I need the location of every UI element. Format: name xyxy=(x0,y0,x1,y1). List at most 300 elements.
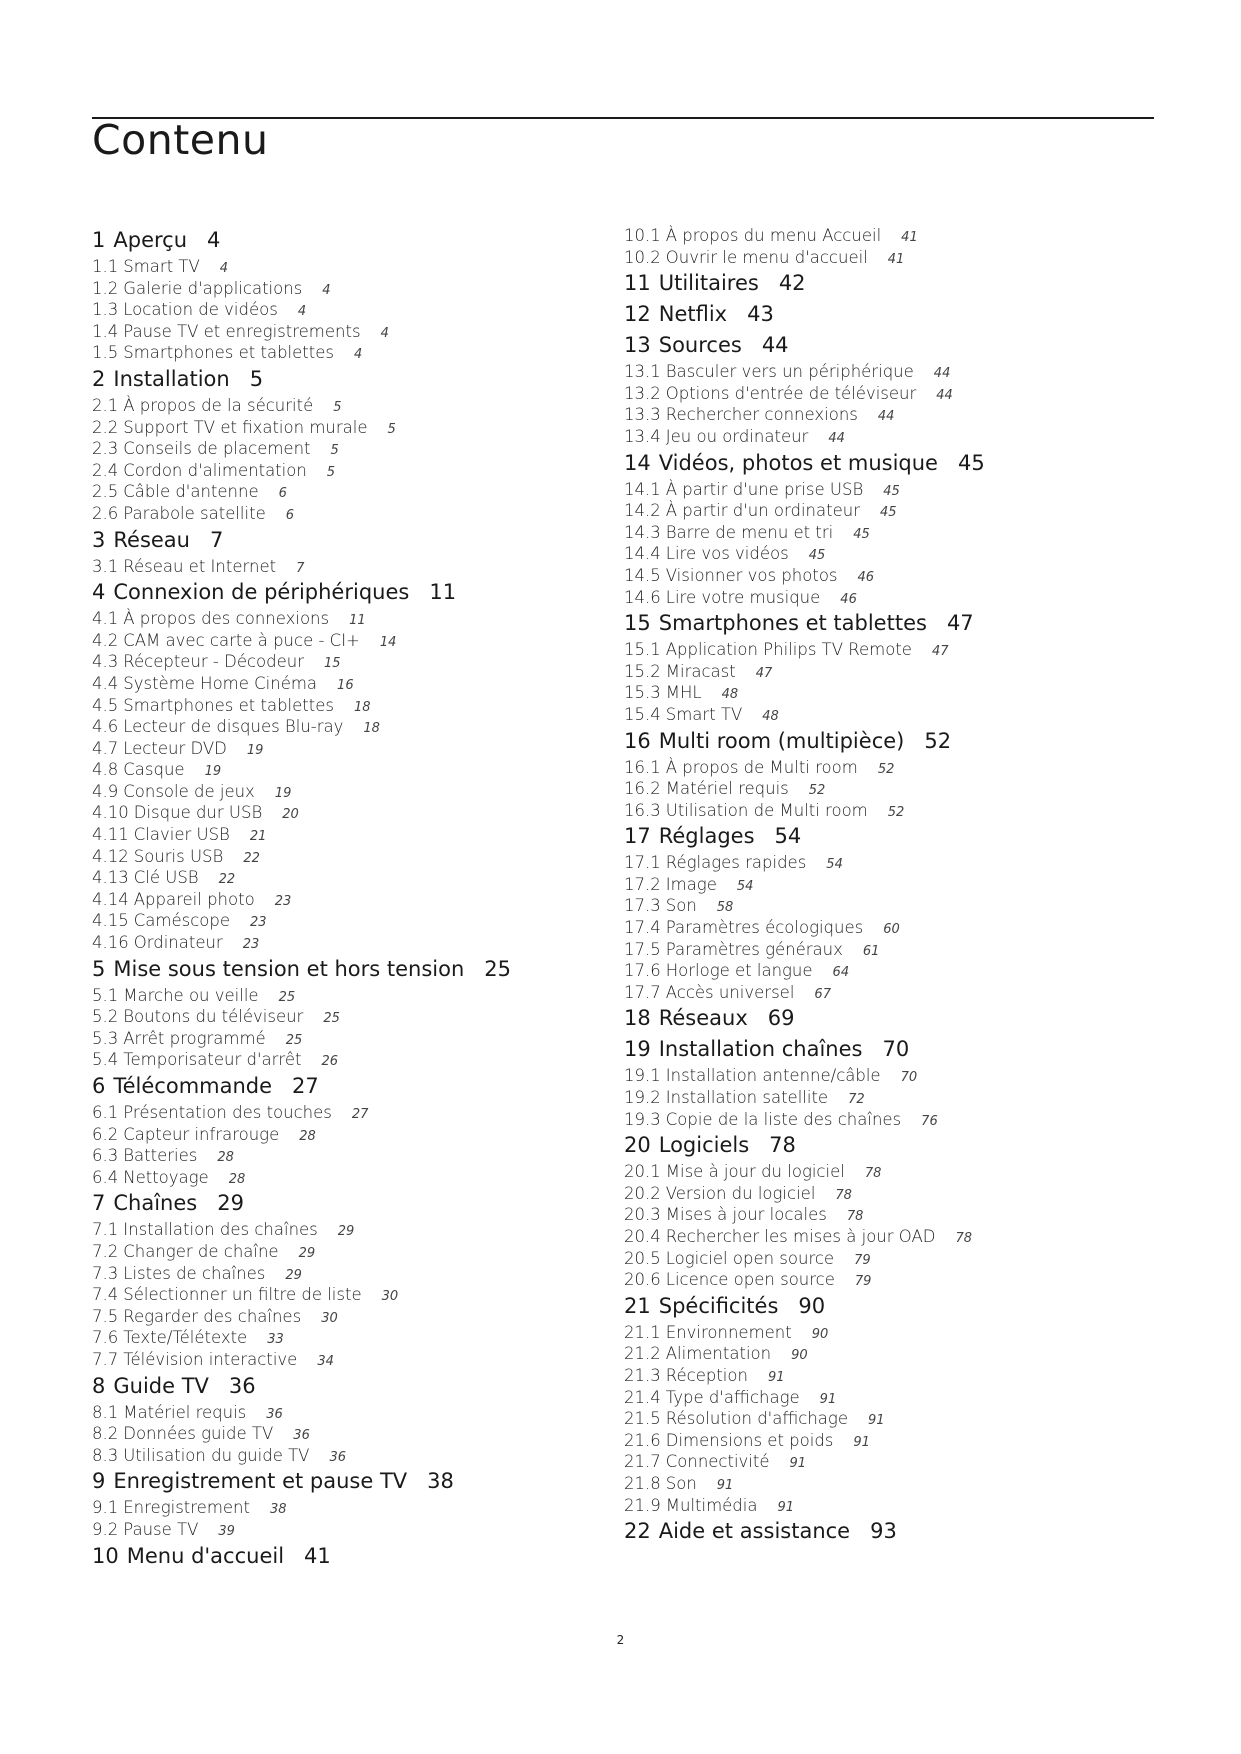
subentry-page: 4 xyxy=(219,261,229,276)
subentry-label: Capteur infrarouge xyxy=(123,1124,280,1144)
toc-subentry[interactable] xyxy=(624,983,1144,1005)
subentry-page: 5 xyxy=(333,399,342,415)
subentry-page: 78 xyxy=(955,1231,973,1246)
toc-section xyxy=(624,1035,1144,1131)
toc-section-heading[interactable] xyxy=(624,1517,1144,1545)
subentry-page: 47 xyxy=(931,644,949,660)
subentry-number: 3.1 xyxy=(92,556,119,576)
subentry-label: Récepteur - Décodeur xyxy=(123,652,305,672)
toc-subentry[interactable] xyxy=(624,1249,1144,1271)
subentry-page: 25 xyxy=(278,989,296,1005)
toc-subentry[interactable] xyxy=(624,427,1144,449)
section-number: 13 xyxy=(624,333,651,358)
toc-section-heading[interactable] xyxy=(624,1004,1144,1032)
toc-section-heading[interactable] xyxy=(92,1189,612,1217)
toc-section-heading[interactable] xyxy=(92,365,612,393)
subentry-number: 4.5 xyxy=(92,695,119,715)
subentry-number: 19.1 xyxy=(624,1066,661,1086)
subentry-number: 2.4 xyxy=(92,460,119,480)
subentry-page: 6 xyxy=(278,486,287,502)
toc-section-heading[interactable] xyxy=(92,578,612,606)
subentry-label: Enregistrement xyxy=(123,1498,250,1518)
subentry-number: 7.2 xyxy=(92,1241,119,1261)
subentry-number: 1.3 xyxy=(92,300,119,320)
toc-subentry[interactable] xyxy=(92,1424,612,1446)
subentry-label: Lire vos vidéos xyxy=(665,544,789,564)
section-page: 44 xyxy=(761,333,789,358)
toc-subentry[interactable] xyxy=(624,501,1144,523)
toc-section xyxy=(624,331,1144,448)
subentry-page: 91 xyxy=(777,1499,795,1515)
toc-section xyxy=(624,822,1144,1004)
toc-subentry[interactable] xyxy=(624,1474,1144,1496)
toc-subentry[interactable] xyxy=(624,779,1144,801)
section-number: 22 xyxy=(624,1519,651,1544)
subentry-page: 23 xyxy=(250,915,267,931)
toc-subentry[interactable] xyxy=(92,782,612,804)
toc-section xyxy=(624,1517,1144,1545)
toc-subentry[interactable] xyxy=(92,343,612,365)
section-page: 42 xyxy=(778,271,806,296)
section-number: 3 xyxy=(92,527,106,552)
subentry-number: 4.14 xyxy=(92,889,129,909)
subentry-label: Listes de chaînes xyxy=(123,1263,266,1283)
subentry-number: 20.5 xyxy=(624,1248,661,1268)
subentry-page: 45 xyxy=(853,526,870,542)
subentry-page: 79 xyxy=(854,1252,871,1268)
subentry-page: 91 xyxy=(867,1413,885,1429)
toc-subentry[interactable] xyxy=(92,300,612,322)
toc-subentry[interactable] xyxy=(624,853,1144,875)
subentry-label: Câble d'antenne xyxy=(123,482,259,502)
section-number: 18 xyxy=(624,1006,651,1031)
subentry-number: 15.2 xyxy=(624,661,661,681)
section-label: Réseau xyxy=(113,527,190,552)
subentry-number: 14.5 xyxy=(624,565,661,585)
toc-section xyxy=(92,1372,612,1468)
toc-subentry[interactable] xyxy=(624,1431,1144,1453)
toc-subentry[interactable] xyxy=(92,986,612,1008)
toc-subentry[interactable] xyxy=(92,1520,612,1542)
subentry-label: Visionner vos photos xyxy=(665,565,838,585)
subentry-page: 28 xyxy=(299,1128,316,1144)
toc-subentry[interactable] xyxy=(624,1184,1144,1206)
subentry-page: 44 xyxy=(936,387,953,403)
subentry-number: 13.1 xyxy=(624,362,661,382)
toc-section xyxy=(92,1467,612,1541)
subentry-number: 13.3 xyxy=(624,405,661,425)
toc-subentry[interactable] xyxy=(92,1007,612,1029)
subentry-label: Disque dur USB xyxy=(133,803,263,823)
section-label: Aperçu xyxy=(113,228,188,252)
subentry-page: 70 xyxy=(900,1070,918,1086)
subentry-label: Batteries xyxy=(123,1146,198,1166)
subentry-number: 17.1 xyxy=(624,853,661,873)
subentry-label: Conseils de placement xyxy=(123,439,311,459)
subentry-page: 78 xyxy=(835,1187,852,1203)
subentry-number: 17.3 xyxy=(624,896,661,916)
toc-section-heading[interactable] xyxy=(92,1372,612,1400)
section-page: 43 xyxy=(747,302,774,327)
subentry-label: Marche ou veille xyxy=(123,985,259,1005)
subentry-label: Galerie d'applications xyxy=(123,278,303,298)
section-page: 36 xyxy=(228,1373,256,1398)
subentry-page: 36 xyxy=(329,1449,347,1465)
toc-subentry[interactable] xyxy=(92,717,612,739)
subentry-number: 21.7 xyxy=(624,1452,661,1472)
subentry-label: Pause TV xyxy=(123,1519,199,1539)
toc-subentry[interactable] xyxy=(92,1168,612,1190)
section-number: 21 xyxy=(624,1293,651,1318)
toc-subentry[interactable] xyxy=(624,918,1144,940)
subentry-label: Changer de chaîne xyxy=(123,1241,279,1261)
section-label: Installation chaînes xyxy=(658,1037,863,1062)
subentry-page: 44 xyxy=(828,430,845,446)
subentry-label: Environnement xyxy=(665,1322,792,1342)
toc-section-heading[interactable] xyxy=(624,300,1144,328)
subentry-page: 29 xyxy=(337,1224,355,1240)
toc-section xyxy=(624,1292,1144,1517)
section-number: 20 xyxy=(624,1133,651,1158)
subentry-page: 52 xyxy=(877,761,895,777)
toc-subentry[interactable] xyxy=(92,322,612,344)
toc-section-heading[interactable] xyxy=(92,1072,612,1100)
toc-section-heading[interactable] xyxy=(624,331,1144,359)
toc-section-heading[interactable] xyxy=(624,449,1144,477)
section-page: 5 xyxy=(249,366,264,391)
toc-section-heading[interactable] xyxy=(624,1292,1144,1320)
toc-section-heading[interactable] xyxy=(92,1467,612,1495)
subentry-number: 6.3 xyxy=(92,1146,119,1166)
toc-section xyxy=(624,449,1144,610)
toc-subentry[interactable] xyxy=(624,1227,1144,1249)
toc-subentry[interactable] xyxy=(624,1366,1144,1388)
subentry-number: 15.4 xyxy=(624,704,661,724)
toc-subentry[interactable] xyxy=(624,1323,1144,1345)
toc-subentry[interactable] xyxy=(624,588,1144,610)
subentry-label: Appareil photo xyxy=(133,889,255,909)
toc-subentry[interactable] xyxy=(624,1162,1144,1184)
section-number: 1 xyxy=(92,228,106,252)
toc-subentry[interactable] xyxy=(624,662,1144,684)
subentry-label: Caméscope xyxy=(133,911,230,931)
toc-section-heading[interactable] xyxy=(624,269,1144,297)
subentry-label: Casque xyxy=(123,760,185,780)
toc-subentry[interactable] xyxy=(92,1146,612,1168)
toc-subentry[interactable] xyxy=(92,1242,612,1264)
toc-subentry[interactable] xyxy=(92,1403,612,1425)
toc-subentry[interactable] xyxy=(92,890,612,912)
toc-section xyxy=(92,955,612,1072)
toc-section-heading[interactable] xyxy=(92,955,612,983)
subentry-label: Matériel requis xyxy=(665,779,789,799)
toc-subentry[interactable] xyxy=(92,396,612,418)
section-label: Utilitaires xyxy=(658,271,759,296)
section-page: 11 xyxy=(429,580,457,605)
subentry-page: 18 xyxy=(353,699,371,715)
toc-subentry[interactable] xyxy=(92,1307,612,1329)
subentry-label: Ouvrir le menu d'accueil xyxy=(665,247,868,267)
subentry-label: Son xyxy=(665,1473,697,1493)
subentry-number: 20.4 xyxy=(624,1227,661,1246)
toc-subentry[interactable] xyxy=(92,1328,612,1350)
section-label: Enregistrement et pause TV xyxy=(113,1469,408,1494)
subentry-number: 7.1 xyxy=(92,1220,119,1240)
subentry-label: Version du logiciel xyxy=(665,1183,816,1203)
toc-subentry[interactable] xyxy=(624,1452,1144,1474)
subentry-number: 21.8 xyxy=(624,1473,661,1493)
subentry-label: Temporisateur d'arrêt xyxy=(123,1050,302,1070)
subentry-number: 2.6 xyxy=(92,503,119,523)
subentry-label: Miracast xyxy=(665,661,736,681)
section-page: 7 xyxy=(209,527,224,552)
toc-subentry[interactable] xyxy=(624,1110,1144,1132)
toc-subentry[interactable] xyxy=(92,1029,612,1051)
subentry-number: 14.1 xyxy=(624,479,661,499)
subentry-number: 4.4 xyxy=(92,673,119,693)
subentry-page: 79 xyxy=(854,1274,872,1290)
toc-subentry[interactable] xyxy=(624,362,1144,384)
toc-subentry[interactable] xyxy=(92,279,612,301)
subentry-page: 45 xyxy=(808,548,826,564)
subentry-number: 14.4 xyxy=(624,544,661,564)
toc-subentry[interactable] xyxy=(624,226,1144,248)
toc-subentry[interactable] xyxy=(92,609,612,631)
subentry-label: Application Philips TV Remote xyxy=(665,640,912,660)
toc-subentry[interactable] xyxy=(92,1285,612,1307)
toc-subentry[interactable] xyxy=(624,1344,1144,1366)
subentry-number: 4.6 xyxy=(92,717,119,737)
subentry-page: 91 xyxy=(819,1391,837,1407)
subentry-number: 8.2 xyxy=(92,1424,119,1444)
toc-subentry[interactable] xyxy=(92,1350,612,1372)
subentry-label: Type d'affichage xyxy=(665,1387,800,1407)
subentry-label: Nettoyage xyxy=(123,1167,209,1187)
toc-subentry[interactable] xyxy=(92,674,612,696)
subentry-page: 41 xyxy=(901,230,918,245)
toc-subentry[interactable] xyxy=(92,1264,612,1286)
toc-subentry[interactable] xyxy=(92,461,612,483)
toc-subentry[interactable] xyxy=(624,1088,1144,1110)
toc-subentry[interactable] xyxy=(92,760,612,782)
subentry-label: Jeu ou ordinateur xyxy=(665,426,809,446)
subentry-label: Réseau et Internet xyxy=(123,556,277,576)
toc-subentry[interactable] xyxy=(92,696,612,718)
toc-section-heading[interactable] xyxy=(624,727,1144,755)
subentry-page: 7 xyxy=(296,560,305,576)
subentry-number: 16.3 xyxy=(624,800,661,820)
subentry-page: 67 xyxy=(814,986,831,1002)
toc-subentry[interactable] xyxy=(92,439,612,461)
subentry-label: Rechercher connexions xyxy=(665,405,858,425)
section-label: Installation xyxy=(113,366,230,391)
subentry-page: 5 xyxy=(326,464,336,480)
toc-subentry[interactable] xyxy=(624,1066,1144,1088)
toc-subentry[interactable] xyxy=(624,1409,1144,1431)
subentry-page: 5 xyxy=(387,421,396,437)
subentry-number: 6.4 xyxy=(92,1167,119,1187)
toc-subentry[interactable] xyxy=(624,480,1144,502)
page-number: 2 xyxy=(616,1633,625,1647)
toc-subentry[interactable] xyxy=(624,1496,1144,1518)
section-label: Smartphones et tablettes xyxy=(658,611,927,636)
toc-section xyxy=(92,1542,612,1570)
subentry-page: 4 xyxy=(297,304,307,320)
section-page: 29 xyxy=(217,1191,244,1216)
toc-subentry[interactable] xyxy=(92,504,612,526)
toc-subentry[interactable] xyxy=(624,940,1144,962)
toc-subentry[interactable] xyxy=(92,911,612,933)
toc-subentry[interactable] xyxy=(624,801,1144,823)
section-number: 14 xyxy=(624,450,651,475)
section-number: 8 xyxy=(92,1373,106,1398)
subentry-page: 64 xyxy=(832,965,850,981)
toc-subentry[interactable] xyxy=(92,631,612,653)
toc-subentry[interactable] xyxy=(92,1050,612,1072)
toc-section-heading[interactable] xyxy=(624,609,1144,637)
section-label: Réseaux xyxy=(658,1006,748,1031)
section-label: Réglages xyxy=(658,824,755,849)
subentry-label: Lecteur de disques Blu-ray xyxy=(123,717,344,737)
subentry-number: 20.6 xyxy=(624,1270,661,1290)
toc-subentry[interactable] xyxy=(92,868,612,890)
section-number: 9 xyxy=(92,1469,106,1494)
section-label: Multi room (multipièce) xyxy=(658,728,905,753)
toc-subentry[interactable] xyxy=(92,418,612,440)
toc-subentry[interactable] xyxy=(92,1498,612,1520)
subentry-number: 5.1 xyxy=(92,985,119,1005)
subentry-number: 21.5 xyxy=(624,1409,661,1429)
toc-subentry[interactable] xyxy=(92,825,612,847)
toc-section-heading[interactable] xyxy=(92,226,612,254)
subentry-label: Console de jeux xyxy=(123,781,255,801)
subentry-page: 44 xyxy=(877,409,895,425)
subentry-number: 2.2 xyxy=(92,417,119,437)
toc-section xyxy=(624,609,1144,726)
toc-subentry[interactable] xyxy=(92,803,612,825)
toc-subentry[interactable] xyxy=(624,248,1144,270)
toc-section xyxy=(624,269,1144,297)
toc-subentry[interactable] xyxy=(92,257,612,279)
section-label: Logiciels xyxy=(658,1133,750,1158)
subentry-number: 4.12 xyxy=(92,846,129,866)
section-page: 45 xyxy=(957,450,985,475)
toc-section-heading[interactable] xyxy=(624,822,1144,850)
toc-subentry[interactable] xyxy=(624,566,1144,588)
subentry-label: Support TV et fixation murale xyxy=(123,417,368,437)
section-label: Vidéos, photos et musique xyxy=(658,450,938,475)
toc-subentry[interactable] xyxy=(624,640,1144,662)
toc-subentry[interactable] xyxy=(92,1103,612,1125)
toc-subentry[interactable] xyxy=(92,1220,612,1242)
toc-subentry[interactable] xyxy=(92,847,612,869)
subentry-number: 7.5 xyxy=(92,1306,119,1326)
toc-section xyxy=(624,1131,1144,1292)
toc-subentry[interactable] xyxy=(624,544,1144,566)
subentry-number: 4.16 xyxy=(92,933,129,953)
subentry-page: 23 xyxy=(274,893,292,909)
toc-subentry[interactable] xyxy=(624,1388,1144,1410)
subentry-page: 44 xyxy=(933,366,951,382)
subentry-label: Smart TV xyxy=(123,257,200,276)
toc-subentry[interactable] xyxy=(624,405,1144,427)
toc-subentry[interactable] xyxy=(624,384,1144,406)
toc-section-heading[interactable] xyxy=(624,1131,1144,1159)
toc-subentry[interactable] xyxy=(624,896,1144,918)
subentry-label: Logiciel open source xyxy=(665,1248,835,1268)
subentry-label: Paramètres écologiques xyxy=(665,918,864,938)
toc-subentry[interactable] xyxy=(624,1270,1144,1292)
section-number: 4 xyxy=(92,580,106,605)
toc-subentry[interactable] xyxy=(624,1205,1144,1227)
subentry-label: Copie de la liste des chaînes xyxy=(665,1109,902,1129)
subentry-label: MHL xyxy=(665,683,702,703)
toc-subentry[interactable] xyxy=(624,683,1144,705)
subentry-label: Smart TV xyxy=(665,704,743,724)
subentry-label: Cordon d'alimentation xyxy=(123,460,307,480)
subentry-number: 4.2 xyxy=(92,630,119,650)
toc-subentry[interactable] xyxy=(624,875,1144,897)
toc-subentry[interactable] xyxy=(92,739,612,761)
subentry-page: 58 xyxy=(716,900,734,916)
subentry-label: À partir d'un ordinateur xyxy=(665,501,860,521)
subentry-label: Réception xyxy=(665,1365,748,1385)
subentry-label: Clavier USB xyxy=(133,825,230,845)
subentry-page: 38 xyxy=(269,1502,287,1518)
subentry-label: CAM avec carte à puce - CI+ xyxy=(123,630,360,650)
section-page: 54 xyxy=(774,824,802,849)
toc-subentry[interactable] xyxy=(92,557,612,579)
subentry-label: Arrêt programmé xyxy=(123,1028,266,1048)
toc-section xyxy=(624,727,1144,823)
toc-subentry[interactable] xyxy=(92,482,612,504)
toc-section-heading[interactable] xyxy=(92,1542,612,1570)
subentry-page: 54 xyxy=(826,857,843,873)
subentry-number: 5.3 xyxy=(92,1028,119,1048)
subentry-page: 36 xyxy=(293,1428,310,1444)
subentry-number: 13.2 xyxy=(624,383,661,403)
subentry-number: 19.3 xyxy=(624,1109,661,1129)
toc-subentry[interactable] xyxy=(92,933,612,955)
section-label: Spécificités xyxy=(658,1293,779,1318)
subentry-number: 17.7 xyxy=(624,982,661,1002)
section-number: 16 xyxy=(624,728,651,753)
toc-section-heading[interactable] xyxy=(624,1035,1144,1063)
toc-section xyxy=(92,1072,612,1189)
toc-subentry[interactable] xyxy=(92,652,612,674)
section-number: 19 xyxy=(624,1037,651,1062)
subentry-number: 7.3 xyxy=(92,1263,119,1283)
toc-subentry[interactable] xyxy=(92,1125,612,1147)
subentry-label: Télévision interactive xyxy=(123,1349,298,1369)
toc-section xyxy=(92,226,612,365)
subentry-number: 5.4 xyxy=(92,1050,119,1070)
toc-subentry[interactable] xyxy=(624,523,1144,545)
subentry-label: Connectivité xyxy=(665,1452,770,1472)
toc-subentry[interactable] xyxy=(624,758,1144,780)
subentry-page: 52 xyxy=(887,804,905,820)
section-number: 11 xyxy=(624,271,651,296)
subentry-number: 14.3 xyxy=(624,522,661,542)
section-label: Chaînes xyxy=(113,1191,198,1216)
toc-subentry[interactable] xyxy=(92,1446,612,1468)
subentry-label: Lire votre musique xyxy=(665,587,821,607)
subentry-number: 17.5 xyxy=(624,939,661,959)
section-number: 7 xyxy=(92,1191,106,1216)
toc-section-heading[interactable] xyxy=(92,526,612,554)
toc-subentry[interactable] xyxy=(624,961,1144,983)
toc-subentry[interactable] xyxy=(624,705,1144,727)
